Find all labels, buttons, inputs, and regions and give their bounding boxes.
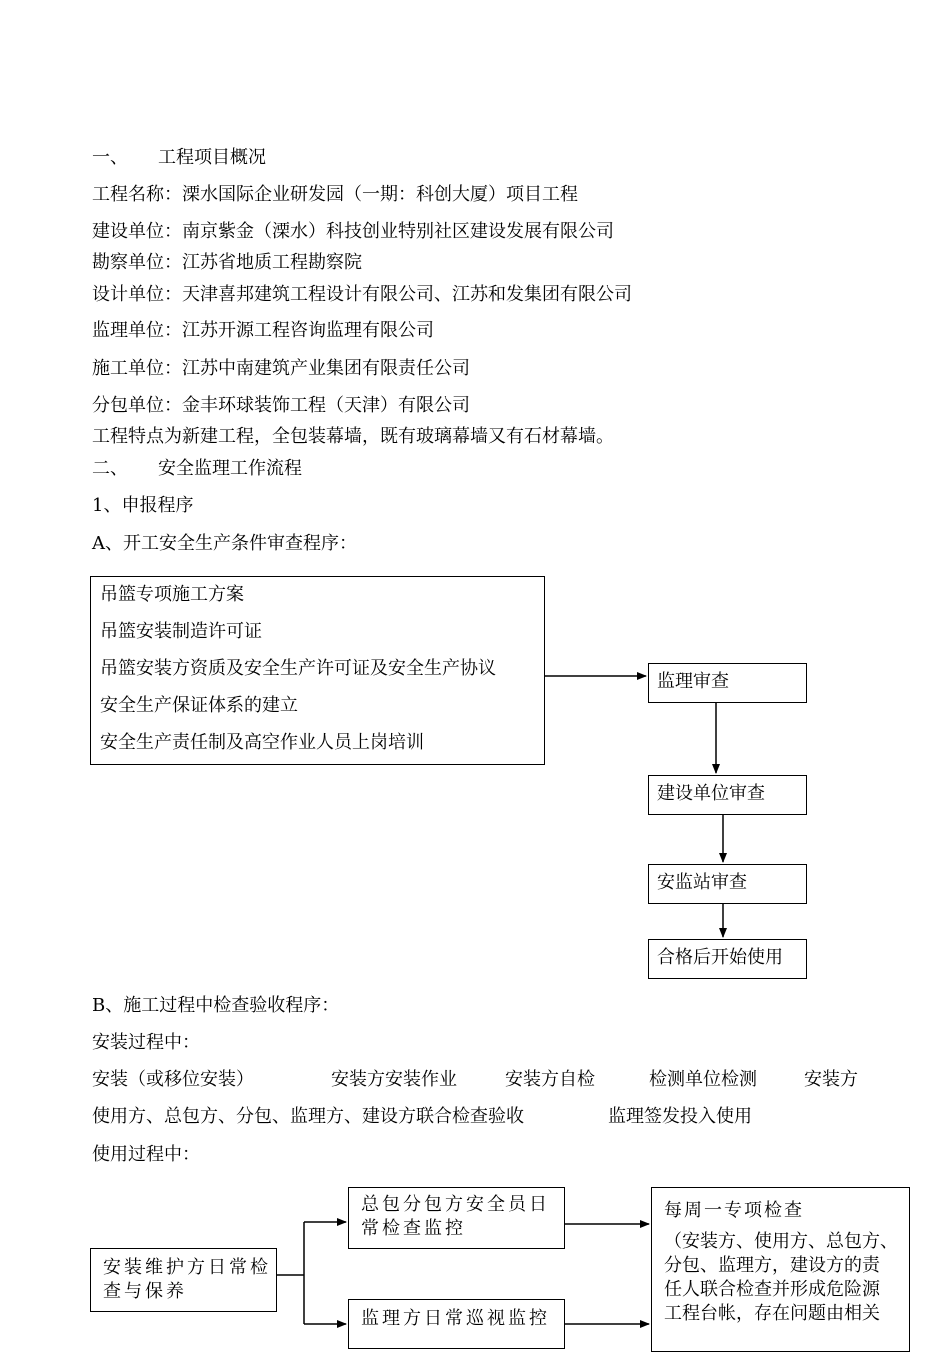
supervisor-patrol-label: 监理方日常巡视监控	[361, 1308, 550, 1329]
section2-number: 二、	[92, 458, 128, 479]
subcontract-unit: 分包单位：金丰环球装饰工程（天津）有限公司	[92, 395, 470, 416]
project-features: 工程特点为新建工程，全包装幕墙，既有玻璃幕墙又有石材幕墙。	[92, 426, 614, 447]
install-step: 安装（或移位安装）	[92, 1069, 254, 1090]
procedure-b-title: B、施工过程中检查验收程序：	[92, 995, 340, 1016]
survey-unit: 勘察单位：江苏省地质工程勘察院	[92, 252, 362, 273]
weekly-inspection-line: 分包、监理方，建设方的责	[664, 1255, 880, 1276]
owner-review-label: 建设单位审查	[657, 783, 765, 804]
prerequisite-item: 吊篮专项施工方案	[100, 584, 244, 605]
prerequisite-item: 吊篮安装制造许可证	[100, 621, 262, 642]
general-safety-check-line: 常检查监控	[361, 1218, 466, 1239]
weekly-inspection-line: （安装方、使用方、总包方、	[664, 1231, 898, 1252]
maintenance-check-line: 查与保养	[103, 1281, 187, 1302]
supervisor-approval: 监理签发投入使用	[608, 1106, 752, 1127]
supervision-unit: 监理单位：江苏开源工程咨询监理有限公司	[92, 320, 434, 341]
supervisor-patrol-box	[348, 1299, 565, 1349]
install-phase-label: 安装过程中：	[92, 1032, 200, 1053]
subsection-declaration: 1、申报程序	[92, 495, 194, 516]
weekly-inspection-box	[651, 1187, 910, 1352]
maintenance-check-box	[90, 1248, 277, 1312]
general-safety-check-line: 总包分包方安全员日	[361, 1194, 550, 1215]
prerequisite-item: 安全生产责任制及高空作业人员上岗培训	[100, 732, 424, 753]
weekly-inspection-line: 工程台帐，存在问题由相关	[664, 1303, 880, 1324]
section1-number: 一、	[92, 147, 128, 168]
weekly-inspection-line: 每周一专项检查	[664, 1200, 804, 1221]
joint-inspection: 使用方、总包方、分包、监理方、建设方联合检查验收	[92, 1106, 524, 1127]
install-step: 检测单位检测	[649, 1069, 757, 1090]
install-step: 安装方自检	[505, 1069, 595, 1090]
general-safety-check-box	[348, 1187, 565, 1249]
prerequisite-item: 吊篮安装方资质及安全生产许可证及安全生产协议	[100, 658, 496, 679]
section2-title: 安全监理工作流程	[158, 458, 302, 479]
use-phase-label: 使用过程中：	[92, 1144, 200, 1165]
maintenance-check-line: 安装维护方日常检	[103, 1257, 271, 1278]
procedure-a-title: A、开工安全生产条件审查程序：	[92, 533, 357, 554]
safety-station-review-label: 安监站审查	[657, 872, 747, 893]
construction-unit: 施工单位：江苏中南建筑产业集团有限责任公司	[92, 358, 470, 379]
project-name: 工程名称：溧水国际企业研发园（一期：科创大厦）项目工程	[92, 184, 578, 205]
weekly-inspection-line: 任人联合检查并形成危险源	[664, 1279, 880, 1300]
install-step: 安装方安装作业	[331, 1069, 457, 1090]
prerequisite-item: 安全生产保证体系的建立	[100, 695, 298, 716]
section1-title: 工程项目概况	[158, 147, 266, 168]
owner-unit: 建设单位：南京紫金（溧水）科技创业特别社区建设发展有限公司	[92, 221, 614, 242]
install-step: 安装方	[804, 1069, 858, 1090]
start-use-label: 合格后开始使用	[657, 947, 783, 968]
supervisor-review-label: 监理审查	[657, 671, 729, 692]
design-unit: 设计单位：天津喜邦建筑工程设计有限公司、江苏和发集团有限公司	[92, 284, 632, 305]
